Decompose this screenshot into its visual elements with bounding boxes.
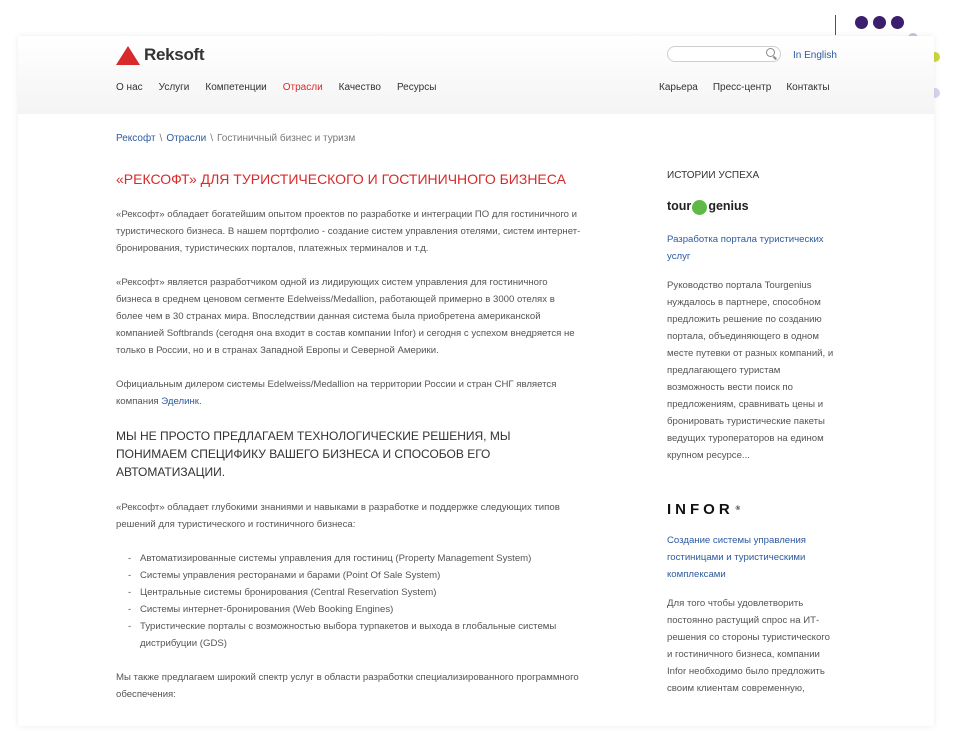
edelink-link[interactable]: Эделинк — [161, 396, 199, 407]
search-box[interactable] — [667, 46, 781, 62]
breadcrumb — [116, 133, 355, 144]
expertise-paragraph: «Рексофт» обладает глубокими знаниями и навыками в разработке и поддержке следующих типов решений для туристического и гостиничного бизнеса: — [116, 502, 560, 530]
dealer-paragraph — [116, 376, 584, 410]
page-title: «РЕКСОФТ» ДЛЯ ТУРИСТИЧЕСКОГО И ГОСТИНИЧНОГО БИЗНЕСА — [116, 171, 566, 187]
site-logo[interactable] — [116, 45, 204, 65]
list-item: - Системы интернет-бронирования (Web Booking Engines) — [128, 601, 584, 618]
infor-logo-text: INFOR — [667, 500, 734, 518]
story-text-infor: Для того чтобы удовлетворить постоянно растущий спрос на ИТ-решения со стороны туристического и гостиничного бизнеса, компании Infor необходимо было предложить своим клиентам современную, — [667, 598, 830, 694]
infor-logo-reg: ® — [735, 506, 741, 512]
logo-text: Reksoft — [144, 45, 205, 64]
tourgenius-logo — [667, 193, 837, 219]
story-link-infor[interactable]: Создание системы управления гостиницами и туристическими комплексами — [667, 535, 806, 580]
success-stories-sidebar — [667, 170, 837, 731]
main-nav — [116, 82, 436, 93]
sidebar-title: ИСТОРИИ УСПЕХА — [667, 170, 760, 181]
nav-item-career[interactable]: Карьера — [659, 82, 698, 93]
infor-logo — [667, 498, 837, 520]
search-input[interactable] — [674, 51, 764, 63]
search-icon[interactable] — [766, 48, 775, 57]
breadcrumb-current: Гостиничный бизнес и туризм — [217, 133, 356, 144]
story-link-tourgenius[interactable]: Разработка портала туристических услуг — [667, 234, 824, 262]
decor-dot — [873, 16, 886, 29]
nav-item-services[interactable]: Услуги — [158, 82, 190, 93]
list-item: - Автоматизированные системы управления для гостиниц (Property Management System) — [128, 550, 584, 567]
lang-link[interactable]: In English — [793, 50, 837, 61]
tourgenius-logo-left: tour — [667, 199, 692, 213]
secondary-nav — [659, 82, 830, 93]
decor-dot — [855, 16, 868, 29]
dealer-end: . — [198, 396, 202, 407]
main-content — [116, 170, 584, 720]
section-subheading: МЫ НЕ ПРОСТО ПРЕДЛАГАЕМ ТЕХНОЛОГИЧЕСКИЕ РЕШЕНИЯ, МЫ ПОНИМАЕМ СПЕЦИФИКУ ВАШЕГО БИЗНЕСА И СПОСОБОВ ЕГО АВТОМАТИЗАЦИИ. — [116, 429, 511, 479]
solutions-list — [116, 550, 584, 652]
intro-paragraph: «Рексофт» обладает богатейшим опытом проектов по разработке и интеграции ПО для гостиничного и туристического бизнеса. В нашем портфолио - создание систем управления отелями, систем интернет-бронирования, туристических порталов, платежных терминалов и т.д. — [116, 209, 581, 254]
list-item: - Системы управления ресторанами и барами (Point Of Sale System) — [128, 567, 584, 584]
nav-item-about[interactable]: О нас — [116, 82, 143, 93]
breadcrumb-industries[interactable]: Отрасли — [166, 133, 207, 144]
nav-item-quality[interactable]: Качество — [338, 82, 381, 93]
nav-item-industries[interactable]: Отрасли — [282, 82, 323, 93]
tourgenius-logo-right: genius — [708, 199, 749, 213]
globe-icon — [692, 200, 707, 215]
nav-item-contacts[interactable]: Контакты — [786, 82, 830, 93]
story-text-tourgenius: Руководство портала Tourgenius нуждалось в партнере, способном предложить решение по созданию портала, объединяющего в одном месте путевки от разных компаний, и предлагающего туристам возможность вести поиск по предложениям, сравнивать цены и бронировать туристические пакеты ведущих туроператоров на едином крупном ресурсе... — [667, 280, 834, 461]
breadcrumb-home[interactable]: Рексофт — [116, 133, 156, 144]
breadcrumb-separator: \ — [159, 133, 163, 144]
list-item: - Центральные системы бронирования (Central Reservation System) — [128, 584, 584, 601]
services-paragraph: Мы также предлагаем широкий спектр услуг в области разработки специализированного программного обеспечения: — [116, 672, 579, 700]
breadcrumb-separator: \ — [210, 133, 214, 144]
edelweiss-paragraph: «Рексофт» является разработчиком одной из лидирующих систем управления для гостиничного бизнеса в среднем ценовом сегменте Edelweiss/Medallion, работающей примерно в 3000 отелях в более чем в 30 странах мира. Впоследствии данная система была приобретена американской компанией Softbrands (сегодня она входит в состав компании Infor) и сегодня с успехом внедряется не только в России, но и в странах Западной Европы и Северной Америки. — [116, 277, 575, 356]
decor-divider — [835, 15, 836, 35]
dealer-text: Официальным дилером системы Edelweiss/Medallion на территории России и стран СНГ является компания — [116, 379, 557, 407]
nav-item-competence[interactable]: Компетенции — [205, 82, 267, 93]
logo-triangle-icon — [116, 46, 140, 65]
decor-dot — [891, 16, 904, 29]
list-item: - Туристические порталы с возможностью выбора турпакетов и выхода в глобальные системы дистрибуции (GDS) — [128, 618, 584, 652]
nav-item-resources[interactable]: Ресурсы — [396, 82, 437, 93]
nav-item-press[interactable]: Пресс-центр — [712, 82, 772, 93]
